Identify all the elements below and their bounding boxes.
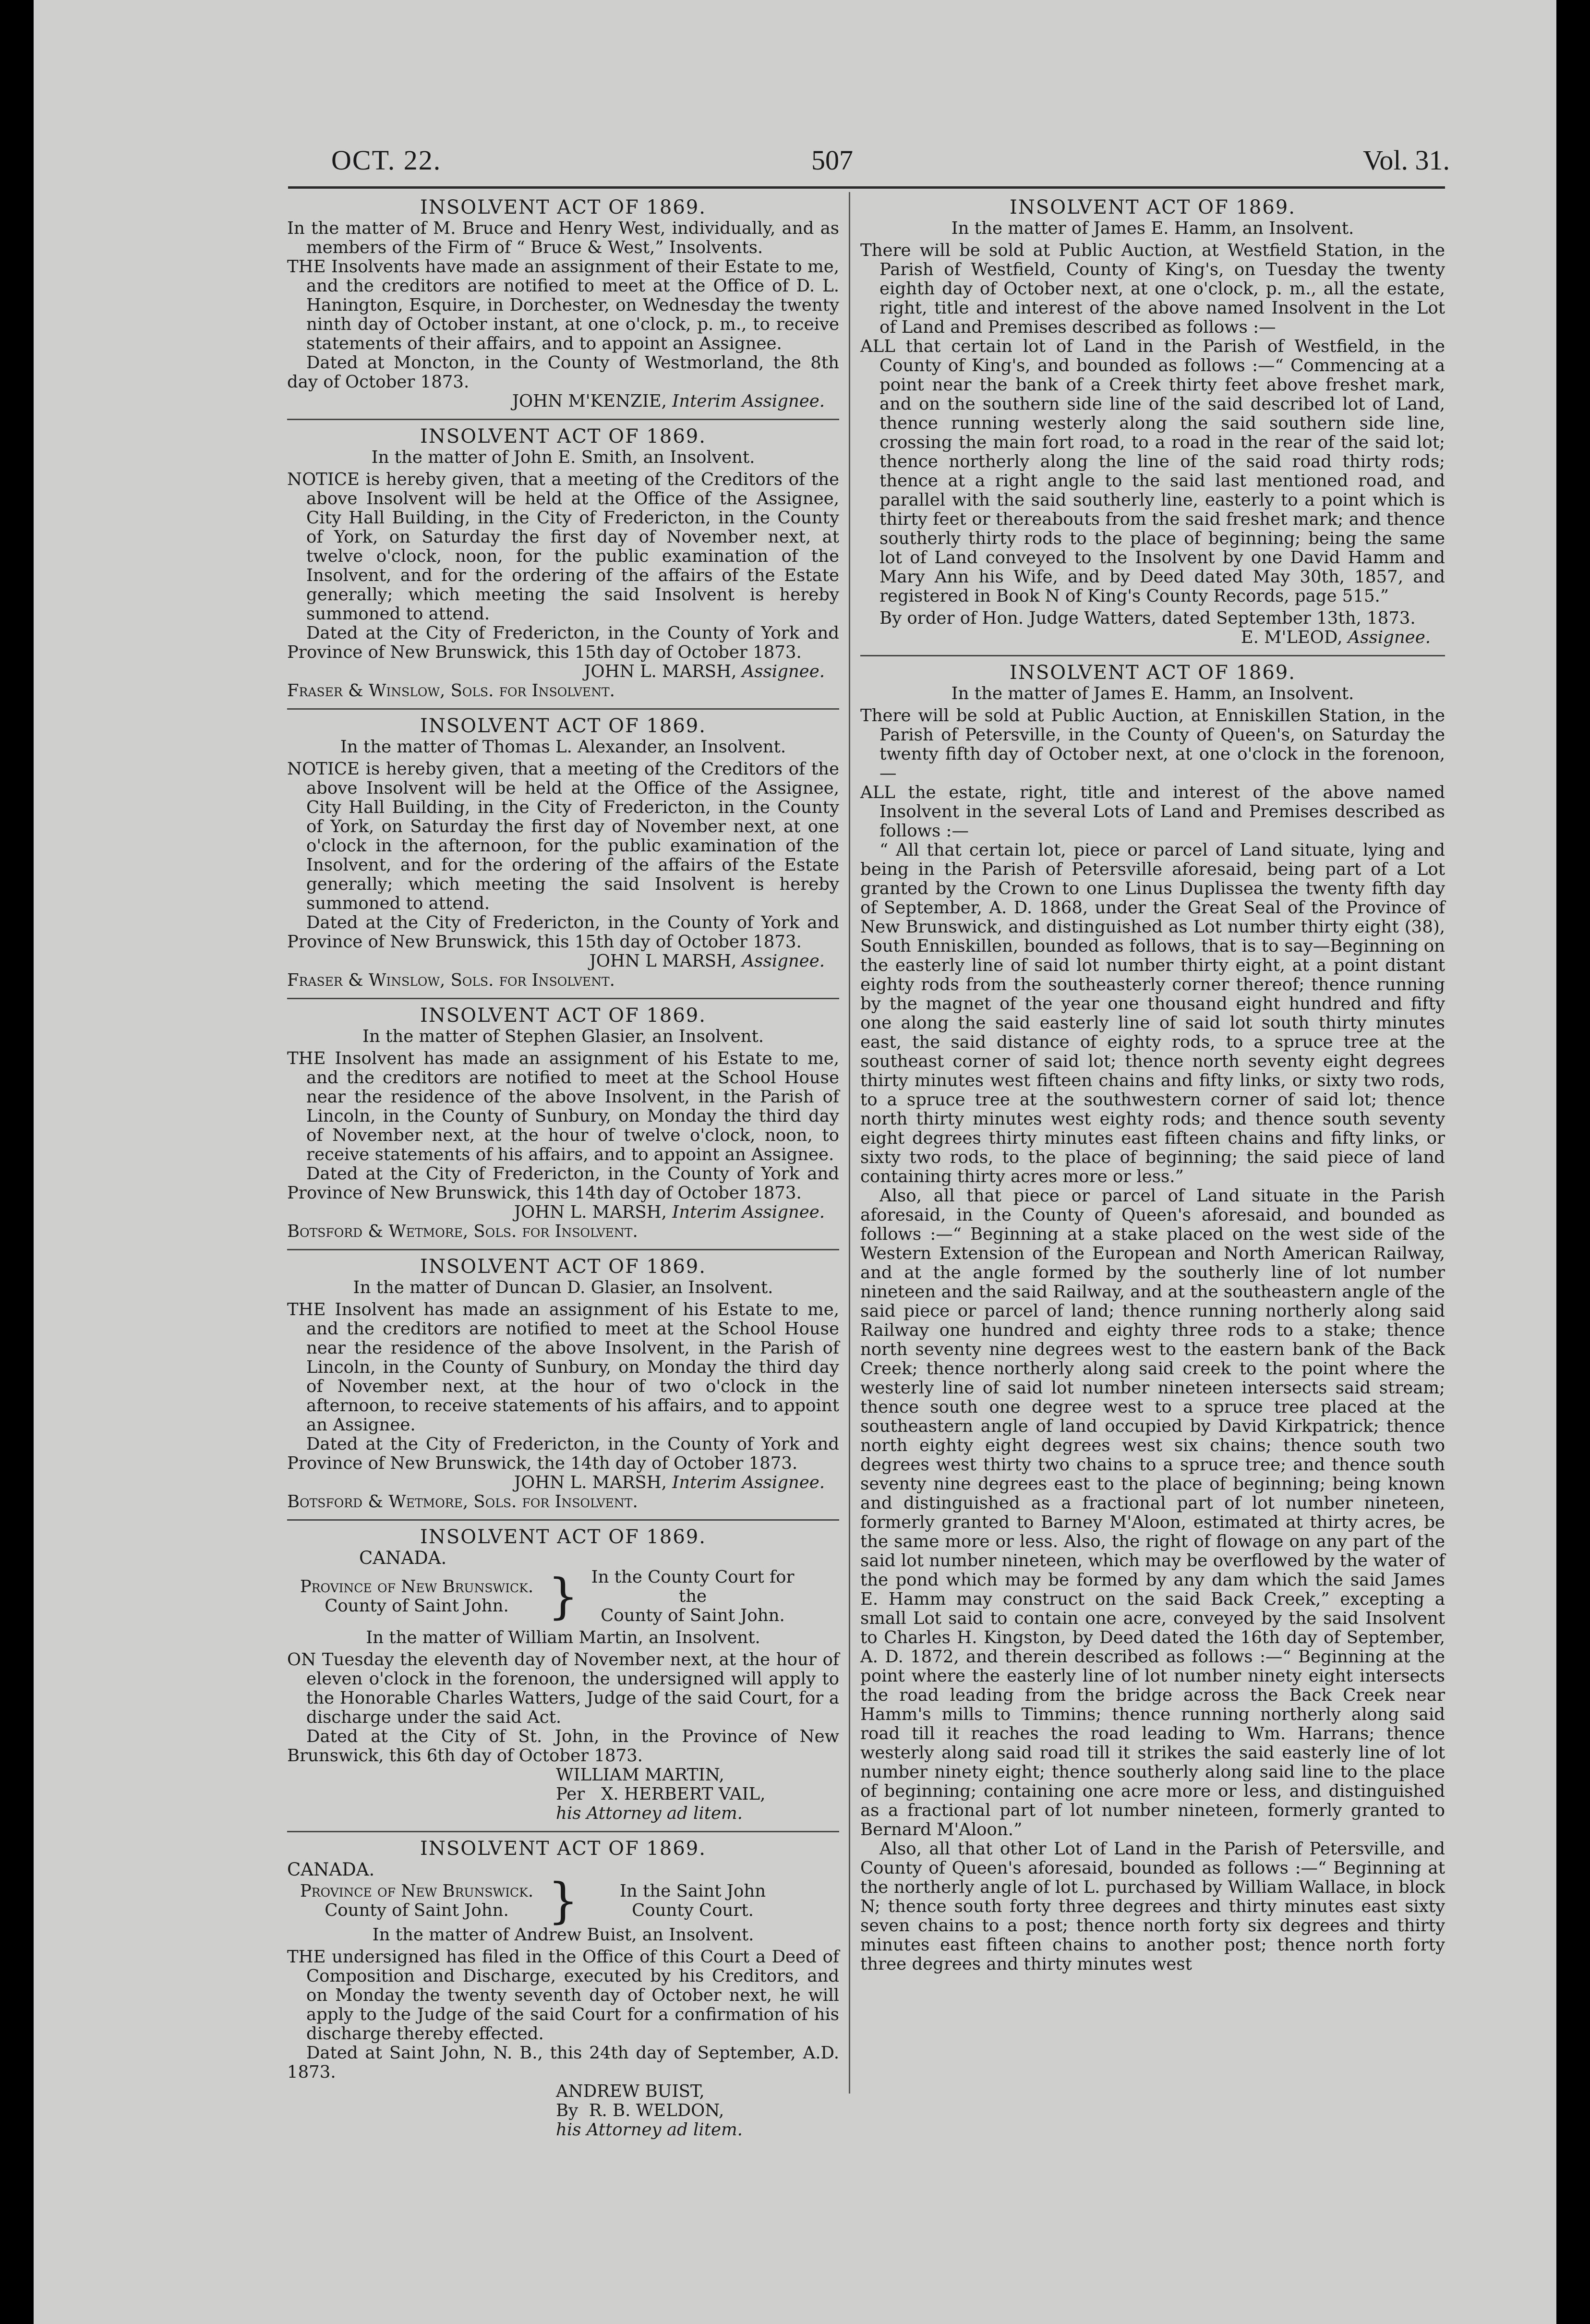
notice-john-smith [287,427,839,701]
notice-signature [287,662,839,681]
notice-stephen-glasier [287,1006,839,1241]
signature-block [556,2082,839,2140]
notice-hamm-enniskillen [860,663,1445,1974]
attorney-line [556,1785,839,1804]
signature-name: ANDREW BUIST, [556,2082,705,2101]
notice-heading: INSOLVENT ACT OF 1869. [1010,662,1296,684]
notice-heading: INSOLVENT ACT OF 1869. [1010,196,1296,218]
notice-thomas-alexander [287,716,839,990]
notice-dated: Dated at the City of Fredericton, in the County of York and Province of New Brunswick, the 14th day of October 1873. [287,1434,839,1473]
notice-separator [287,998,839,999]
notice-subheading: In the matter of James E. Hamm, an Insolvent. [951,218,1354,238]
court-county: County of Saint John. [325,1900,509,1920]
notice-solicitors: Botsford & Wetmore, Sols. for Insolvent. [287,1492,638,1512]
signature-name: JOHN L. MARSH, [514,1473,667,1492]
notice-paragraph: Also, all that piece or parcel of Land situate in the Parish aforesaid, in the County of Queen's aforesaid, and bounded as follows :—“ Beginning at a stake placed on the west side of the Western Extension of the European and North American Railway, and at the angle formed by the southerly line of lot number nineteen and the said Railway, and at the southeastern angle of the said piece or parcel of land; thence running northerly along said Railway one hundred and eighty three rods to a stake; thence north seventy nine degrees west to the eastern bank of the Back Creek; thence northerly along said creek to the point where the westerly line of said lot number nineteen intersects said stream; thence south one degree west to a spruce tree placed at the southeastern angle of land occupied by David Kirkpatrick; thence north eighty eight degrees west six chains; thence south two degrees west thirty two chains to a spruce tree; and thence south seventy nine degrees east to the place of beginning; being known and distinguished as a fractional part of lot number nineteen, formerly granted to Barney M'Aloon, estimated at thirty acres, be the same more or less. Also, the right of flowage on any part of the said lot number nineteen, which may be overflowed by the water of the pond which may be formed by any dam which the said James E. Hamm may construct on the said Back Creek,” excepting a small Lot said to contain one acre, conveyed by the said Insolvent to Charles H. Kingston, by Deed dated the 16th day of September, A. D. 1872, and therein described as follows :—“ Beginning at the point where the easterly line of lot number ninety eight intersects the road leading from the bridge across the Back Creek near Hamm's mills to Timmins; thence running northerly along said road till it reaches the road leading to Wm. Harrans; thence westerly along said road till it strikes the said easterly line of lot number ninety eight; thence southerly along said line to the place of beginning; containing one acre more or less, and distinguished as a fractional part of lot number nineteen, formerly granted to Bernard M'Aloon.” [860,1186,1445,1840]
signature-title: Interim Assignee. [672,391,825,411]
signature-name: JOHN M'KENZIE, [512,391,667,411]
court-province: Province of New Brunswick. [300,1577,534,1597]
brace-glyph: } [548,1873,578,1929]
signature-name: E. M'LEOD, [1241,628,1343,647]
notice-heading: INSOLVENT ACT OF 1869. [420,425,706,448]
notice-body: THE Insolvents have made an assignment of their Estate to me, and the creditors are notified to meet at the Office of D. L. Hanington, Esquire, in Dorchester, on Wednesday the twenty ninth day of October instant, at one o'clock, p. m., to receive statements of their affairs, and to appoint an Assignee. [287,257,839,353]
left-column [287,197,839,2147]
notice-william-martin [287,1527,839,1823]
notice-subheading: In the matter of Thomas L. Alexander, an Insolvent. [340,737,786,757]
notice-heading: INSOLVENT ACT OF 1869. [420,1838,706,1860]
attorney-line [556,2101,839,2120]
notice-separator [287,1249,839,1250]
right-column [860,197,1445,1982]
notice-dated: Dated at the City of Fredericton, in the County of York and Province of New Brunswick, this 15th day of October 1873. [287,913,839,952]
notice-heading: INSOLVENT ACT OF 1869. [420,1256,706,1278]
notice-order: By order of Hon. Judge Watters, dated September 13th, 1873. [879,608,1416,628]
attorney-title: his Attorney ad litem. [556,1804,743,1823]
notice-canada: CANADA. [359,1548,447,1568]
per-label: Per [556,1784,585,1804]
notice-duncan-glasier [287,1257,839,1512]
notice-dated: Dated at Saint John, N. B., this 24th day of September, A.D. 1873. [287,2043,839,2082]
court-left [287,1577,546,1616]
court-right [580,1882,806,1920]
notice-andrew-buist [287,1839,839,2140]
notice-separator [860,655,1445,656]
notice-body: THE Insolvent has made an assignment of his Estate to me, and the creditors are notified to meet at the School House near the residence of the above Insolvent, in the Parish of Lincoln, in the County of Sunbury, on Monday the third day of November next, at the hour of two o'clock in the afternoon, to receive statements of his affairs, and to appoint an Assignee. [287,1300,839,1435]
brace-glyph: } [548,1568,578,1624]
notice-body: THE undersigned has filed in the Office of this Court a Deed of Composition and Discharge, executed by his Creditors, and on Monday the twenty seventh day of October next, he will apply to the Judge of the said Court for a confirmation of his discharge thereby effected. [287,1947,839,2044]
notice-subheading: In the matter of Stephen Glasier, an Insolvent. [362,1027,764,1046]
notice-separator [287,419,839,420]
page-header [278,144,1450,182]
notice-solicitors: Fraser & Winslow, Sols. for Insolvent. [287,970,615,990]
notice-bruce-west [287,198,839,411]
signature-name: JOHN L MARSH, [589,951,737,971]
header-date: OCT. 22. [331,145,442,176]
court-county-name: County of Saint John. [601,1606,785,1625]
notice-dated: Dated at the City of St. John, in the Province of New Brunswick, this 6th day of October 1873. [287,1727,839,1766]
newspaper-page [34,0,1556,2324]
court-name: In the County Court for the [591,1567,795,1606]
notice-description: ALL that certain lot of Land in the Parish of Westfield, in the County of King's, and bounded as follows :—“ Commencing at a point near the bank of a Creek thirty feet above freshet mark, and on the southern side line of the said described lot of Land, thence running westerly along the said southern side line, crossing the main fort road, to a road in the rear of the said lot; thence northerly along the line of the said road thirty rods; thence at a right angle to the said last mentioned road, and parallel with the said southerly line, easterly to a point which is thirty feet or thereabouts from the said freshet mark; and thence southerly thirty rods to the place of beginning; being the same lot of Land conveyed to the Insolvent by one David Hamm and Mary Ann his Wife, and by Deed dated May 30th, 1857, and registered in Book N of King's County Records, page 515.” [860,337,1445,606]
notice-heading: INSOLVENT ACT OF 1869. [420,1526,706,1548]
notice-subheading: In the matter of John E. Smith, an Insolvent. [371,448,755,467]
header-volume: Vol. 31. [1362,145,1450,176]
court-county-name: County Court. [632,1900,754,1920]
court-county: County of Saint John. [325,1596,509,1616]
signature-title: Assignee. [742,951,825,971]
signature-block [556,1766,839,1823]
column-divider [849,192,850,2094]
court-caption [287,1873,839,1929]
signature-title: Assignee. [742,662,825,681]
notice-heading: INSOLVENT ACT OF 1869. [420,1005,706,1027]
notice-body: ON Tuesday the eleventh day of November next, at the hour of eleven o'clock in the forenoon, the undersigned will apply to the Honorable Charles Watters, Judge of the said Court, for a discharge under the said Act. [287,1650,839,1727]
attorney-name: R. B. WELDON, [589,2101,724,2120]
notice-intro: There will be sold at Public Auction, at Westfield Station, in the Parish of Westfield, County of King's, on Tuesday the twenty eighth day of October next, at one o'clock, p. m., all the estate, right, title and interest of the above named Insolvent in the Lot of Land and Premises described as follows :— [860,241,1445,337]
court-name: In the Saint John [619,1881,766,1901]
notice-subheading: In the matter of M. Bruce and Henry West, individually, and as members of the Firm of “ Bruce & West,” Insolvents. [287,218,839,257]
notice-hamm-westfield [860,198,1445,647]
notice-all-line: ALL the estate, right, title and interest of the above named Insolvent in the several Lots of Land and Premises described as follows :— [860,783,1445,841]
notice-solicitors: Botsford & Wetmore, Sols. for Insolvent. [287,1222,638,1241]
notice-intro: There will be sold at Public Auction, at Enniskillen Station, in the Parish of Petersville, in the County of Queen's, on Saturday the twenty fifth day of October next, at one o'clock in the forenoon,— [860,706,1445,783]
notice-signature [287,1203,839,1222]
notice-subheading: In the matter of Duncan D. Glasier, an Insolvent. [353,1278,773,1297]
notice-separator [287,708,839,710]
signature-name: JOHN L. MARSH, [514,1202,667,1222]
notice-separator [287,1519,839,1521]
notice-signature [287,1473,839,1492]
header-page-number: 507 [811,145,853,176]
court-right [580,1568,806,1625]
attorney-name: X. HERBERT VAIL, [601,1784,766,1804]
by-label: By [556,2101,578,2120]
notice-signature [287,952,839,971]
notice-paragraph: Also, all that other Lot of Land in the Parish of Petersville, and County of Queen's aforesaid, bounded as follows :—“ Beginning at the northerly angle of lot L. purchased by William Wallace, in block N; thence south forty three degrees and thirty minutes east sixty seven chains to a post; thence north forty six degrees and thirty minutes east fifteen chains to another post; thence north forty three degrees and thirty minutes west [860,1839,1445,1974]
signature-name: WILLIAM MARTIN, [556,1765,724,1785]
signature-title: Assignee. [1348,628,1431,647]
notice-canada: CANADA. [287,1859,375,1880]
court-province: Province of New Brunswick. [300,1881,534,1901]
notice-body: THE Insolvent has made an assignment of his Estate to me, and the creditors are notified to meet at the School House near the residence of the above Insolvent, in the Parish of Lincoln, in the County of Sunbury, on Monday the third day of November next, at the hour of twelve o'clock, noon, to receive statements of his affairs, and to appoint an Assignee. [287,1049,839,1164]
attorney-title: his Attorney ad litem. [556,2120,743,2140]
signature-title: Interim Assignee. [672,1473,825,1492]
header-rule [288,186,1445,189]
notice-body: NOTICE is hereby given, that a meeting of the Creditors of the above Insolvent will be held at the Office of the Assignee, City Hall Building, in the City of Fredericton, in the County of York, on Saturday the first day of November next, at twelve o'clock, noon, for the public examination of the Insolvent, and for the ordering of the affairs of the Estate generally; which meeting the said Insolvent is hereby summoned to attend. [287,470,839,624]
notice-dated: Dated at Moncton, in the County of Westmorland, the 8th day of October 1873. [287,353,839,392]
notice-dated: Dated at the City of Fredericton, in the County of York and Province of New Brunswick, this 15th day of October 1873. [287,623,839,662]
signature-title: Interim Assignee. [672,1202,825,1222]
signature-name: JOHN L. MARSH, [584,662,737,681]
notice-solicitors: Fraser & Winslow, Sols. for Insolvent. [287,681,615,701]
notice-subheading: In the matter of James E. Hamm, an Insolvent. [951,684,1354,703]
notice-subheading: In the matter of William Martin, an Insolvent. [366,1628,760,1647]
notice-signature [860,628,1445,647]
notice-heading: INSOLVENT ACT OF 1869. [420,715,706,737]
notice-body: NOTICE is hereby given, that a meeting of the Creditors of the above Insolvent will be held at the Office of the Assignee, City Hall Building, in the City of Fredericton, in the County of York, on Saturday the first day of November next, at one o'clock in the afternoon, for the public examination of the Insolvent, and for the ordering of the affairs of the Estate generally; which meeting the said Insolvent is hereby summoned to attend. [287,759,839,913]
court-caption [287,1568,839,1625]
notice-dated: Dated at the City of Fredericton, in the County of York and Province of New Brunswick, this 14th day of October 1873. [287,1164,839,1203]
notice-paragraph: “ All that certain lot, piece or parcel of Land situate, lying and being in the Parish of Petersville aforesaid, being part of a Lot granted by the Crown to one Linus Duplissea the twenty fifth day of September, A. D. 1868, under the Great Seal of the Province of New Brunswick, and distinguished as Lot number thirty eight (38), South Enniskillen, bounded as follows, that is to say—Beginning on the easterly line of said lot number thirty eight, at a point distant eighty rods from the southeasterly corner thereof; thence running by the magnet of the year one thousand eight hundred and fifty one along the said easterly line of said lot south thirty minutes east, the said distance of eighty rods, to a spruce tree at the southeast corner of said lot; thence north seventy eight degrees thirty minutes west fifteen chains and fifty links, or sixty two rods, to a spruce tree at the southwestern corner of said lot; thence north thirty minutes west eighty rods; and thence south seventy eight degrees thirty minutes east fifteen chains and fifty links, or sixty two rods, to the place of beginning; the said piece of land containing thirty acres more or less.” [860,840,1445,1186]
notice-subheading: In the matter of Andrew Buist, an Insolvent. [372,1925,754,1945]
notice-separator [287,1831,839,1832]
notice-heading: INSOLVENT ACT OF 1869. [420,196,706,218]
court-left [287,1882,546,1920]
notice-signature [287,392,839,411]
